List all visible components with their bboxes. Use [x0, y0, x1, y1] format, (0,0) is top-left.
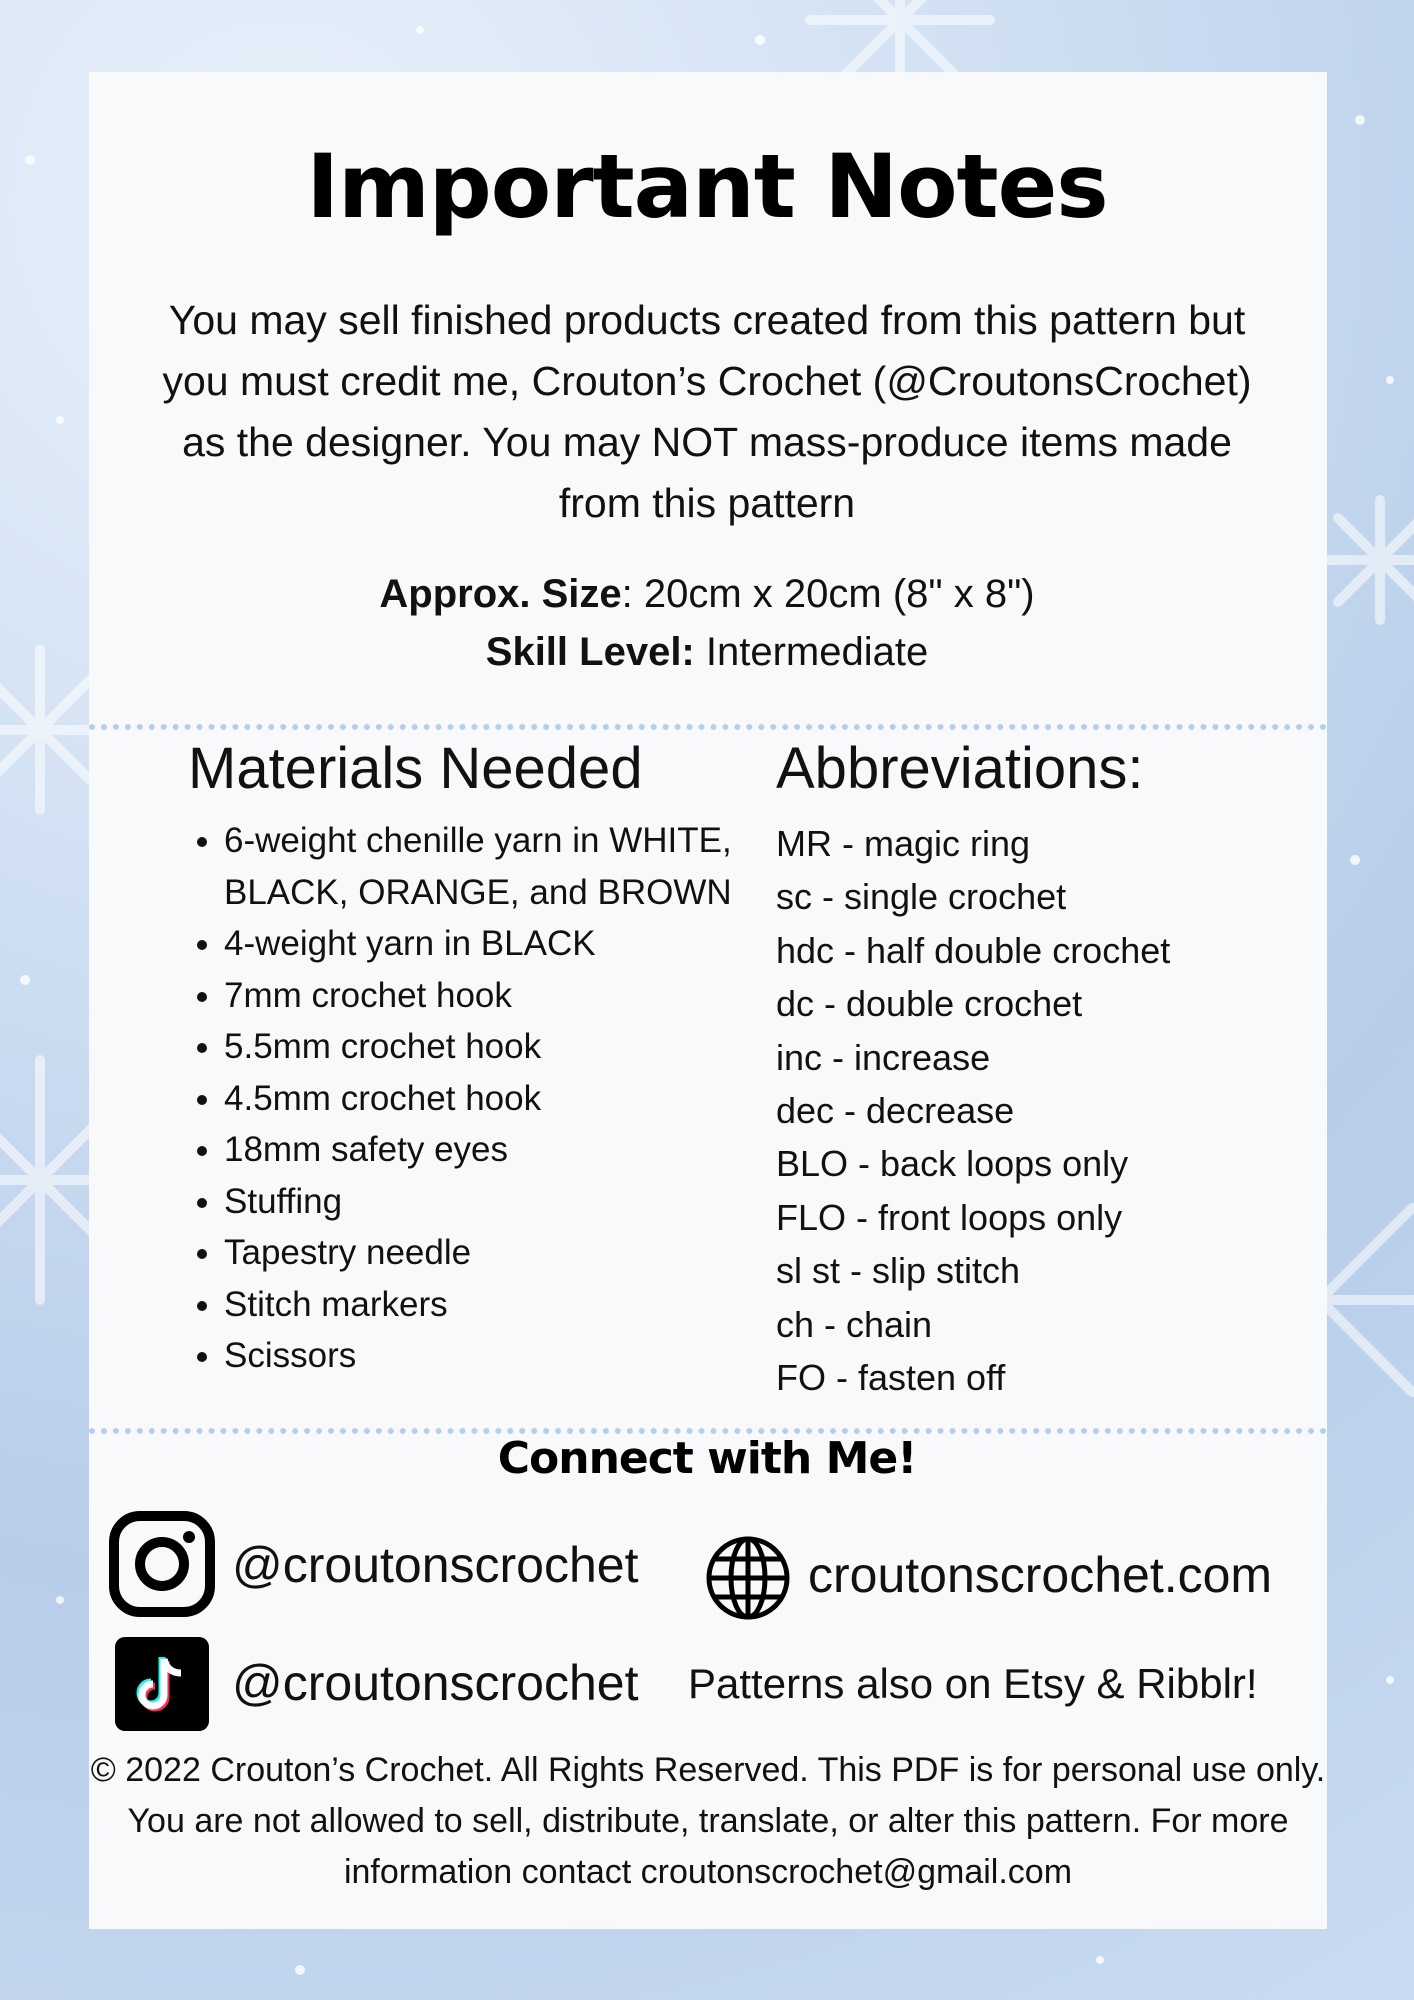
connect-heading: Connect with Me! [497, 1433, 917, 1484]
list-item: • 4-weight yarn in BLACK [224, 918, 744, 970]
tiktok-icon[interactable] [115, 1637, 209, 1731]
copyright-notice: © 2022 Crouton’s Crochet. All Rights Reserved. This PDF is for personal use only. You are not allowed to sell, distribute, translate, or alter this pattern. For more information contact croutonscrochet@gmail.com [90, 1751, 1326, 1891]
skill-label: Skill Level: [485, 630, 695, 674]
instagram-handle[interactable]: @croutonscrochet [232, 1537, 639, 1593]
size-label: Approx. Size [379, 572, 622, 616]
divider-top [89, 724, 1327, 730]
list-item: dc - double crochet [776, 983, 1083, 1025]
usage-terms: You may sell finished products created from this pattern but you must credit me, Crouton’s Crochet (@CroutonsCrochet) as the designer. You may NOT mass-produce items made from this pattern [162, 297, 1252, 526]
list-item: • Stuffing [224, 1176, 744, 1228]
size-line [0, 565, 1414, 623]
skill-value: Intermediate [694, 630, 929, 674]
list-item: • Tapestry needle [224, 1227, 744, 1279]
list-item: BLO - back loops only [776, 1143, 1129, 1185]
size-value: : 20cm x 20cm (8" x 8") [621, 572, 1035, 616]
list-item: • 4.5mm crochet hook [224, 1073, 744, 1125]
list-item: dec - decrease [776, 1090, 1015, 1132]
list-item: • 5.5mm crochet hook [224, 1021, 744, 1073]
list-item: inc - increase [776, 1036, 991, 1078]
list-item: MR - magic ring [776, 823, 1031, 864]
instagram-icon[interactable] [109, 1511, 215, 1617]
page-title: Important Notes [306, 135, 1108, 238]
list-item: • Scissors [224, 1330, 744, 1382]
globe-icon [705, 1535, 791, 1621]
list-item: • Stitch markers [224, 1279, 744, 1331]
list-item: sc - single crochet [776, 876, 1067, 918]
abbreviations-list [776, 817, 1170, 1404]
list-item: • 6-weight chenille yarn in WHITE, BLACK, ORANGE, and BROWN [224, 815, 744, 918]
website-link[interactable]: croutonscrochet.com [808, 1547, 1273, 1603]
materials-list [188, 815, 744, 1382]
materials-heading: Materials Needed [188, 736, 643, 801]
list-item: • 18mm safety eyes [224, 1124, 744, 1176]
pattern-specs [0, 565, 1414, 681]
list-item: ch - chain [776, 1303, 933, 1345]
list-item: FO - fasten off [776, 1357, 1006, 1399]
list-item: FLO - front loops only [776, 1196, 1123, 1238]
tiktok-handle[interactable]: @croutonscrochet [232, 1655, 639, 1711]
abbreviations-heading: Abbreviations: [776, 736, 1144, 801]
skill-line [0, 623, 1414, 681]
list-item: hdc - half double crochet [776, 929, 1171, 971]
list-item: sl st - slip stitch [776, 1250, 1021, 1292]
shops-note: Patterns also on Etsy & Ribblr! [688, 1660, 1258, 1707]
list-item: • 7mm crochet hook [224, 970, 744, 1022]
